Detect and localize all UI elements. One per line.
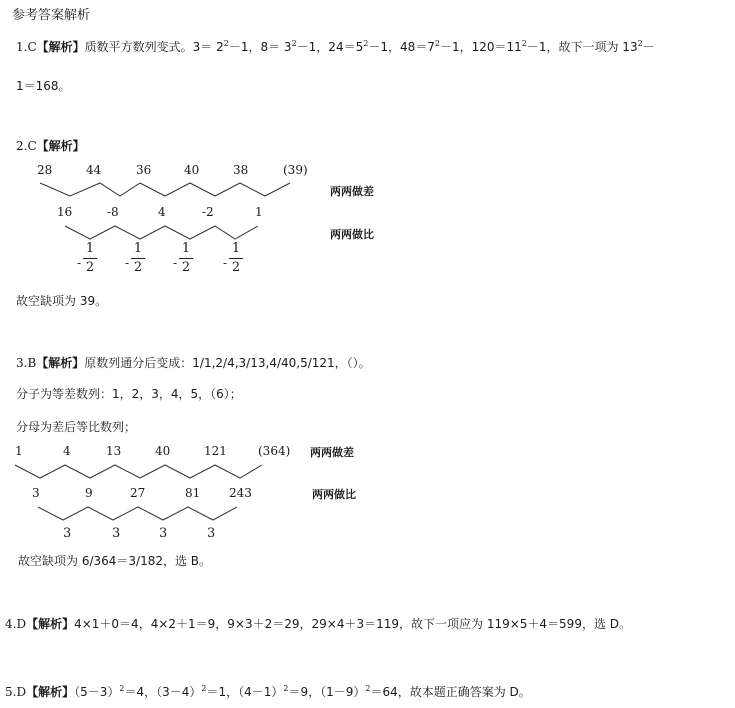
answer-3-number: 3.B xyxy=(16,356,37,370)
answer-3-conclusion: 故空缺项为 6/364＝3/182，选 B。 xyxy=(18,554,212,568)
difference-term: 16 xyxy=(57,205,73,219)
answer-5-tag: 【解析】 xyxy=(26,685,75,699)
fraction-numerator: 1 xyxy=(85,241,95,256)
sequence-term: 4 xyxy=(63,444,71,458)
fraction-numerator: 1 xyxy=(181,241,191,256)
answer-2-tag: 【解析】 xyxy=(36,139,85,153)
zigzag-line xyxy=(38,507,237,520)
sequence-term: 13 xyxy=(106,444,122,458)
exponent: 2 xyxy=(291,39,297,48)
fraction-sign: - xyxy=(223,256,228,270)
difference-term: 81 xyxy=(185,486,201,500)
sequence-term: 121 xyxy=(204,444,227,458)
ratio-term: 3 xyxy=(63,526,72,541)
fraction-denominator: 2 xyxy=(231,260,241,275)
fraction-numerator: 1 xyxy=(231,241,241,256)
answer-1-continuation: 1＝168。 xyxy=(16,79,71,93)
exponent: 2 xyxy=(434,39,440,48)
answer-5-text-e: ＝64，故本题正确答案为 D。 xyxy=(370,685,531,699)
sequence-term: 40 xyxy=(184,163,200,177)
difference-term: -2 xyxy=(202,205,214,219)
answer-1-text-a: 质数平方数列变式。3＝ 2 xyxy=(84,40,224,54)
sequence-term: 38 xyxy=(233,163,249,177)
fraction-sign: - xyxy=(173,256,178,270)
answer-3-denominator-note: 分母为差后等比数列； xyxy=(16,420,137,434)
zigzag-line xyxy=(65,226,258,239)
answer-4-number: 4.D xyxy=(5,617,27,631)
difference-term: 9 xyxy=(85,486,93,500)
answer-5-text-b: ＝4，（3－4） xyxy=(124,685,202,699)
answer-4-text: 4×1＋0＝4，4×2＋1＝9，9×3＋2＝29，29×4＋3＝119，故下一项应为 119×5＋4＝599，选 D。 xyxy=(74,617,632,631)
exponent: 2 xyxy=(637,39,643,48)
sequence-term: 44 xyxy=(86,163,102,177)
answer-1-text-g: － xyxy=(642,40,655,54)
zigzag-line xyxy=(15,465,262,478)
sequence-term: 40 xyxy=(155,444,171,458)
answer-5-text-c: ＝1，（4－1） xyxy=(206,685,284,699)
difference-term: 243 xyxy=(229,486,252,500)
answer-2-conclusion: 故空缺项为 39。 xyxy=(16,294,108,308)
annotation-ratio: 两两做比 xyxy=(312,488,356,501)
exponent: 2 xyxy=(223,39,229,48)
answer-5-text-d: ＝9，（1－9） xyxy=(288,685,366,699)
exponent: 2 xyxy=(119,684,125,693)
annotation-ratio: 两两做比 xyxy=(330,228,374,241)
exponent: 2 xyxy=(201,684,207,693)
exponent: 2 xyxy=(283,684,289,693)
fraction-denominator: 2 xyxy=(181,260,191,275)
answer-2-number: 2.C xyxy=(16,139,37,153)
difference-term: 3 xyxy=(32,486,40,500)
answer-3-tag: 【解析】 xyxy=(36,356,85,370)
difference-term: 4 xyxy=(158,205,166,219)
sequence-term: 36 xyxy=(136,163,152,177)
fraction-denominator: 2 xyxy=(133,260,143,275)
sequence-term: (364) xyxy=(258,444,291,458)
ratio-term: 3 xyxy=(159,526,168,541)
exponent: 2 xyxy=(365,684,371,693)
difference-term: 1 xyxy=(255,205,263,219)
difference-term: 27 xyxy=(130,486,146,500)
answer-1-text-e: －1，120＝11 xyxy=(439,40,522,54)
exponent: 2 xyxy=(521,39,527,48)
difference-term: -8 xyxy=(107,205,119,219)
annotation-difference: 两两做差 xyxy=(330,185,374,198)
fraction-sign: - xyxy=(77,256,82,270)
exponent: 2 xyxy=(363,39,369,48)
answer-1-text-c: －1，24＝5 xyxy=(296,40,364,54)
sequence-term: 1 xyxy=(15,444,23,458)
answer-5-number: 5.D xyxy=(5,685,27,699)
answer-3-text: 原数列通分后变成：1/1,2/4,3/13,4/40,5/121，（）。 xyxy=(84,356,371,370)
answer-1-number: 1.C xyxy=(16,40,37,54)
answer-5-text-a: （5－3） xyxy=(74,685,120,699)
zigzag-line xyxy=(40,183,290,196)
answer-1-text-b: －1，8＝ 3 xyxy=(228,40,292,54)
answer-1-text-d: －1，48＝7 xyxy=(368,40,435,54)
sequence-term: (39) xyxy=(283,163,308,177)
fraction-sign: - xyxy=(125,256,130,270)
answer-1-text-f: －1，故下一项为 13 xyxy=(526,40,638,54)
answer-3-numerator-note: 分子为等差数列：1，2，3，4，5，（6）； xyxy=(16,387,242,401)
sequence-term: 28 xyxy=(37,163,53,177)
fraction-numerator: 1 xyxy=(133,241,143,256)
page-title: 参考答案解析 xyxy=(12,8,91,23)
answer-4-tag: 【解析】 xyxy=(26,617,75,631)
fraction-denominator: 2 xyxy=(85,260,95,275)
ratio-term: 3 xyxy=(112,526,121,541)
ratio-term: 3 xyxy=(207,526,216,541)
answer-1-tag: 【解析】 xyxy=(36,40,85,54)
annotation-difference: 两两做差 xyxy=(310,446,354,459)
